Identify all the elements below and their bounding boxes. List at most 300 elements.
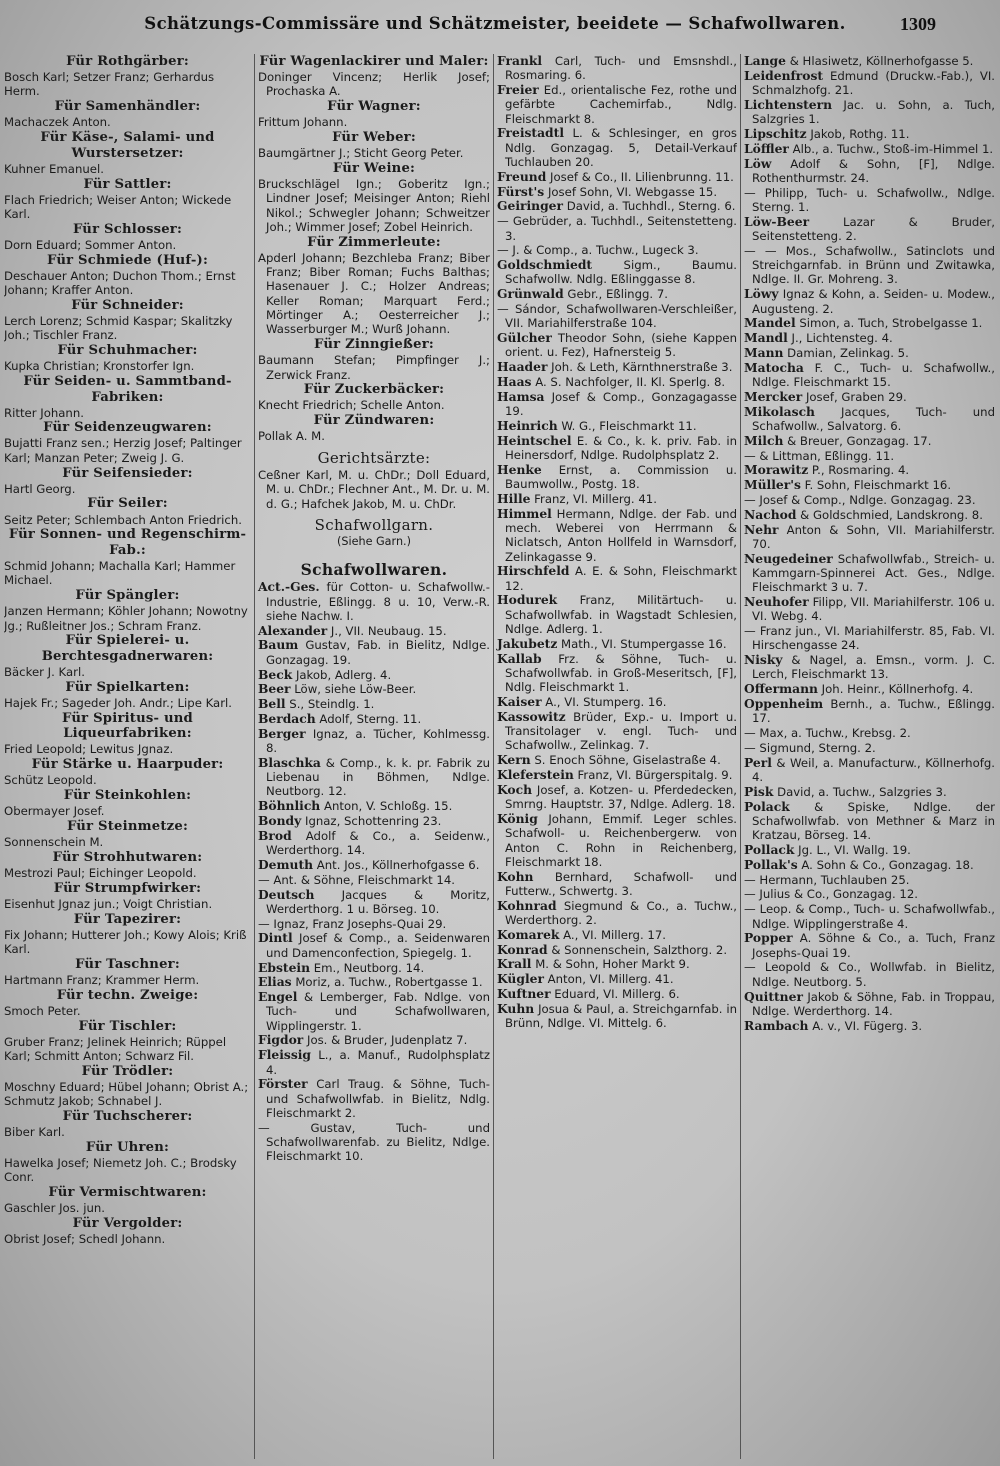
directory-entry (258, 177, 490, 234)
category-heading: Für Wagner: (327, 99, 421, 115)
entry-text: & Goldschmied, Landskrong. 8. (796, 507, 983, 522)
entry-text: Doninger Vincenz; Herlik Josef; Prochaska A. (258, 70, 490, 99)
entry-name: Freund (497, 168, 547, 184)
entry-text: Eisenhut Jgnaz jun.; Voigt Christian. (4, 896, 213, 911)
directory-entry (744, 624, 995, 653)
entry-text: Seitz Peter; Schlembach Anton Friedrich. (4, 512, 242, 527)
entry-name: Löwy (744, 286, 779, 302)
directory-entry (497, 637, 737, 651)
entry-text: Josef & Comp., a. Seidenwaren und Damenconfection, Spiegelg. 1. (266, 931, 490, 960)
category-heading: Für Seidenzeugwaren: (43, 420, 212, 436)
entry-text: Adolf & Co., a. Seidenw., Werderthorg. 14. (266, 828, 490, 858)
entry-text: Bujatti Franz sen.; Herzig Josef; Paltinger Karl; Manzan Peter; Zweig J. G. (4, 436, 242, 465)
entry-text: Dorn Eduard; Sommer Anton. (4, 237, 177, 252)
entry-text: — Philipp, Tuch- u. Schafwollw., Ndlge. Sterng. 1. (744, 185, 995, 214)
entry-text: Ignaz & Kohn, a. Seiden- u. Modew., Augusteng. 2. (752, 287, 995, 316)
entry-text: Ceßner Karl, M. u. ChDr.; Doll Eduard, M. u. ChDr.; Flechner Ant., M. Dr. u. M. d. G.; Hafchek Jakob, M. u. ChDr. (258, 468, 490, 511)
directory-entry (744, 463, 995, 477)
entry-text: Jac. u. Sohn, a. Tuch, Salzgries 1. (752, 97, 995, 127)
directory-entry (4, 238, 251, 252)
entry-text: — — Mos., Schafwollw., Satinclots und Streichgarnfab. in Brünn und Zwitawka, Ndlge. II. Gr. Mohreng. 3. (744, 243, 995, 287)
directory-entry (4, 1201, 251, 1215)
entry-text: Ant. Jos., Köllnerhofgasse 6. (313, 857, 480, 872)
directory-entry (4, 1004, 251, 1018)
directory-entry (497, 287, 737, 301)
category-heading: Für Schuhmacher: (57, 343, 198, 359)
directory-entry (258, 756, 490, 799)
section-note: (Siehe Garn.) (337, 535, 411, 549)
section-heading: Schafwollwaren. (300, 559, 448, 579)
entry-name: Jakubetz (497, 635, 558, 651)
directory-entry (497, 54, 737, 83)
entry-name: Henke (497, 461, 542, 477)
category-heading: Für Sonnen- und Regenschirm-Fab.: (8, 527, 247, 558)
entry-text: Franz, Militärtuch- u. Schafwollwfab. in Wagstadt Schlesien, Ndlge. Adlerg. 1. (505, 593, 737, 637)
entry-text: Anton & Sohn, VII. Mariahilferstr. 70. (752, 522, 995, 551)
directory-entry (258, 975, 490, 989)
directory-entry (497, 83, 737, 126)
column-2 (254, 54, 490, 1459)
entry-text: — & Littman, Eßlingg. 11. (744, 448, 895, 463)
directory-entry (497, 987, 737, 1001)
entry-text: Hartl Georg. (4, 481, 76, 496)
entry-text: Gruber Franz; Jelinek Heinrich; Rüppel Karl; Schmitt Anton; Schwarz Fil. (4, 1034, 227, 1063)
section-heading: Schafwollgarn. (314, 515, 434, 534)
entry-text: Damian, Zelinkag. 5. (783, 345, 909, 360)
directory-entry (258, 580, 490, 623)
directory-entry (497, 753, 737, 767)
entry-text: A. v., VI. Fügerg. 3. (808, 1018, 923, 1033)
directory-entry (744, 405, 995, 434)
entry-text: Schmid Johann; Machalla Karl; Hammer Michael. (4, 559, 236, 588)
entry-name: Figdor (258, 1032, 304, 1048)
directory-entry (744, 756, 995, 785)
entry-text: Lazar & Bruder, Seitenstetteng. 2. (752, 214, 995, 244)
directory-entry (744, 873, 995, 887)
entry-text: — Sándor, Schafwollwaren-Verschleißer, VII. Mariahilferstraße 104. (497, 302, 737, 331)
directory-entry (744, 902, 995, 931)
directory-entry (258, 668, 490, 682)
column-1 (4, 54, 251, 1459)
entry-text: — Ignaz, Franz Josephs-Quai 29. (258, 916, 447, 931)
directory-entry (744, 552, 995, 595)
entry-text: Pollak A. M. (258, 429, 325, 444)
entry-text: S. Enoch Söhne, Giselastraße 4. (530, 753, 721, 768)
directory-entry (4, 162, 251, 176)
entry-text: Gustav, Fab. in Bielitz, Ndlge. Gonzagag. 19. (266, 638, 490, 667)
category-heading: Für Sattler: (83, 176, 172, 192)
directory-entry (258, 917, 490, 931)
directory-entry (4, 665, 251, 679)
category-heading: Für Taschner: (75, 956, 180, 972)
entry-text: M. & Sohn, Hoher Markt 9. (531, 957, 690, 972)
entry-text: — Gebrüder, a. Tuchhdl., Seitenstetteng. 3. (497, 214, 737, 243)
entry-name: Deutsch (258, 886, 315, 902)
directory-entry (4, 314, 251, 343)
directory-entry (744, 449, 995, 463)
entry-name: Mercker (744, 388, 803, 404)
directory-entry (744, 493, 995, 507)
entry-text: Brüder, Exp.- u. Import u. Transitolager v. engl. Tuch- und Schafwollw., Zelinkag. 7. (505, 709, 737, 753)
directory-entry (258, 251, 490, 337)
category-heading: Für Weber: (332, 130, 416, 146)
entry-text: Frz. & Söhne, Tuch- u. Schafwollwfab. in Groß-Meseritsch, [F], Ndlg. Fleischmarkt 1. (505, 651, 737, 695)
entry-text: A., VI. Millerg. 17. (559, 927, 666, 942)
category-heading: Für Seifensieder: (62, 465, 193, 481)
directory-entry (497, 185, 737, 199)
directory-entry (744, 887, 995, 901)
entry-name: Löffler (744, 140, 789, 156)
entry-text: Fix Johann; Hutterer Joh.; Kowy Alois; Kriß Karl. (4, 927, 247, 957)
entry-text: Obermayer Josef. (4, 804, 105, 819)
directory-entry (744, 127, 995, 141)
entry-name: Hamsa (497, 388, 545, 404)
entry-name: Neugedeiner (744, 550, 833, 566)
directory-entry (744, 142, 995, 156)
directory-entry (497, 375, 737, 389)
entry-text: David, a. Tuchhdl., Sterng. 6. (563, 199, 736, 214)
entry-text: Simon, a. Tuch, Strobelgasse 1. (795, 316, 983, 331)
directory-entry (4, 696, 251, 710)
directory-entry (744, 785, 995, 799)
directory-entry (744, 595, 995, 624)
entry-name: Fleissig (258, 1047, 312, 1063)
entry-name: Rambach (744, 1017, 809, 1033)
directory-entry (258, 888, 490, 917)
directory-entry (258, 829, 490, 858)
entry-name: Himmel (497, 505, 552, 521)
directory-entry (4, 269, 251, 298)
directory-entry (258, 814, 490, 828)
entry-text: Schafwollwfab., Streich- u. Kammgarn-Spinnerei Act. Ges., Ndlge. Fleischmarkt 3 u. 7. (752, 551, 995, 595)
entry-name: Freistadtl (497, 125, 565, 141)
entry-name: Goldschmiedt (497, 257, 593, 273)
directory-entry (497, 652, 737, 695)
category-heading: Für Zinngießer: (314, 337, 434, 353)
entry-name: Pisk (744, 783, 774, 799)
directory-entry (497, 943, 737, 957)
entry-text: Bernh., a. Tuchw., Eßlingg. 17. (752, 697, 995, 726)
entry-name: Beer (258, 681, 291, 697)
directory-entry (497, 812, 737, 869)
entry-text: — Sigmund, Sterng. 2. (744, 740, 876, 755)
entry-text: F. C., Tuch- u. Schafwollw., Ndlge. Fleischmarkt 15. (752, 360, 995, 390)
entry-name: Kallab (497, 650, 542, 666)
category-heading: Für Tuchscherer: (62, 1108, 193, 1124)
entry-name: Mikolasch (744, 403, 815, 419)
directory-entry (258, 353, 490, 382)
directory-entry (497, 899, 737, 928)
directory-entry (497, 695, 737, 709)
entry-name: Förster (258, 1076, 308, 1092)
directory-entry (258, 873, 490, 887)
directory-entry (497, 492, 737, 506)
directory-entry (258, 429, 490, 443)
directory-entry (744, 157, 995, 186)
directory-entry (744, 316, 995, 330)
directory-entry (4, 559, 251, 588)
entry-text: Jos. & Bruder, Judenplatz 7. (303, 1033, 468, 1048)
column-3 (493, 54, 737, 1459)
entry-text: & Nagel, a. Emsn., vorm. J. C. Lerch, Fleischmarkt 13. (752, 653, 995, 682)
directory-entry (497, 593, 737, 636)
directory-entry (258, 931, 490, 960)
entry-text: P., Rosmaring. 4. (808, 463, 910, 478)
category-heading: Für Schmiede (Huf-): (46, 252, 209, 268)
directory-entry (497, 768, 737, 782)
entry-name: Nisky (744, 652, 783, 668)
directory-entry (497, 302, 737, 331)
entry-name: Act.-Ges. (258, 579, 320, 595)
entry-text: A. Söhne & Co., a. Tuch, Franz Josephs-Quai 19. (752, 931, 995, 960)
category-heading: Für Zimmerleute: (307, 234, 441, 250)
entry-name: Nachod (744, 506, 797, 522)
directory-entry (497, 214, 737, 243)
entry-text: Gebr., Eßlingg. 7. (563, 287, 669, 302)
entry-name: Popper (744, 930, 793, 946)
entry-text: Carl, Tuch- und Emsnshdl., Rosmaring. 6. (505, 54, 737, 83)
directory-entry (497, 463, 737, 492)
directory-entry (258, 70, 490, 99)
entry-text: A. S. Nachfolger, II. Kl. Sperlg. 8. (531, 375, 726, 390)
entry-name: Hodurek (497, 592, 558, 608)
directory-entry (497, 564, 737, 593)
directory-entry (744, 697, 995, 726)
directory-entry (4, 897, 251, 911)
entry-name: Elias (258, 974, 292, 990)
directory-entry (497, 507, 737, 564)
entry-name: Gülcher (497, 330, 552, 346)
entry-text: Edmund (Druckw.-Fab.), VI. Schmalzhofg. 21. (752, 68, 995, 98)
directory-entry (744, 478, 995, 492)
column-4 (740, 54, 995, 1459)
category-heading: Für Seiden- u. Sammtband-Fabriken: (23, 373, 232, 405)
directory-entry (744, 800, 995, 843)
entry-text: Josef, a. Kotzen- u. Pferdedecken, Smrng. Hauptstr. 37, Ndlge. Adlerg. 18. (505, 782, 737, 812)
entry-text: Knecht Friedrich; Schelle Anton. (258, 398, 445, 413)
directory-entry (258, 1077, 490, 1120)
directory-entry (4, 835, 251, 849)
entry-text: Jakob, Adlerg. 4. (292, 667, 392, 682)
directory-entry (497, 258, 737, 287)
entry-name: Alexander (258, 622, 328, 638)
entry-text: & Lemberger, Fab. Ndlge. von Tuch- und Schafwollwaren, Wipplingerstr. 1. (266, 990, 490, 1033)
entry-text: Sonnenschein M. (4, 835, 104, 850)
directory-entry (258, 398, 490, 412)
entry-name: Pollack (744, 842, 795, 858)
directory-entry (497, 390, 737, 419)
directory-entry (4, 1035, 251, 1064)
entry-text: Gaschler Jos. jun. (4, 1201, 105, 1216)
directory-entry (4, 1125, 251, 1139)
entry-text: Ed., orientalische Fez, rothe und gefärbte Cachemirfab., Ndlg. Fleischmarkt 8. (505, 83, 737, 126)
entry-name: Kohnrad (497, 897, 557, 913)
category-heading: Für Strohhutwaren: (52, 849, 203, 865)
category-heading: Für Steinmetze: (66, 818, 189, 834)
entry-text: Obrist Josef; Schedl Johann. (4, 1232, 166, 1247)
entry-text: Jacques, Tuch- und Schafwollw., Salvatorg. 6. (752, 404, 995, 433)
directory-entry (497, 126, 737, 169)
category-heading: Für Tischler: (78, 1018, 177, 1034)
directory-entry (4, 359, 251, 373)
directory-entry (258, 697, 490, 711)
entry-text: Smoch Peter. (4, 1003, 81, 1018)
category-heading: Für Zündwaren: (313, 413, 435, 429)
entry-text: Theodor Sohn, (siehe Kappen orient. u. Fez), Hafnersteig 5. (505, 331, 737, 360)
directory-entry (497, 972, 737, 986)
entry-text: Machaczek Anton. (4, 115, 111, 130)
entry-name: Bondy (258, 813, 302, 829)
entry-name: Mann (744, 344, 784, 360)
entry-text: Ritter Johann. (4, 405, 84, 420)
entry-name: Konrad (497, 941, 548, 957)
category-heading: Für Seiler: (87, 496, 168, 512)
entry-text: Baumann Stefan; Pimpfinger J.; Zerwick Franz. (258, 353, 490, 382)
directory-entry (744, 186, 995, 215)
entry-name: Kern (497, 752, 531, 768)
directory-entry (497, 170, 737, 184)
category-heading: Für Samenhändler: (54, 99, 201, 115)
entry-text: Sigm., Baumu. Schafwollw. Ndlg. Eßlinggasse 8. (505, 258, 737, 287)
columns (4, 54, 994, 1459)
directory-entry (4, 193, 251, 222)
entry-text: Kuhner Emanuel. (4, 161, 104, 176)
entry-text: & Breuer, Gonzagag. 17. (783, 433, 932, 448)
directory-entry (258, 682, 490, 696)
entry-text: — Max, a. Tuchw., Krebsg. 2. (744, 726, 911, 741)
entry-text: — J. & Comp., a. Tuchw., Lugeck 3. (497, 243, 699, 258)
entry-text: J., VII. Neubaug. 15. (327, 623, 447, 638)
category-heading: Für Spängler: (75, 588, 180, 604)
directory-entry (258, 624, 490, 638)
entry-text: & Spiske, Ndlge. der Schafwollwfab. von Methner & Marz in Kratzau, Börseg. 14. (752, 799, 995, 843)
entry-text: A., VI. Stumperg. 16. (541, 695, 667, 710)
directory-entry (744, 653, 995, 682)
entry-text: Joh. & Leth, Kärnthnerstraße 3. (547, 360, 733, 375)
directory-entry (744, 98, 995, 127)
entry-text: W. G., Fleischmarkt 11. (557, 418, 697, 433)
category-heading: Für Vermischtwaren: (48, 1185, 207, 1201)
directory-entry (744, 523, 995, 552)
entry-text: Franz, VI. Bürgerspitalg. 9. (573, 768, 733, 783)
category-heading: Für Zuckerbäcker: (303, 382, 445, 398)
entry-name: König (497, 810, 538, 826)
directory-entry (4, 1232, 251, 1246)
entry-name: Koch (497, 781, 533, 797)
entry-name: Heinrich (497, 417, 558, 433)
directory-entry (4, 973, 251, 987)
entry-name: Dintl (258, 930, 293, 946)
entry-name: Löw (744, 155, 772, 171)
entry-text: Baumgärtner J.; Sticht Georg Peter. (258, 146, 464, 161)
entry-name: Krall (497, 956, 532, 972)
entry-name: Böhnlich (258, 798, 321, 814)
entry-text: Bosch Karl; Setzer Franz; Gerhardus Herm. (4, 70, 215, 99)
directory-entry (744, 960, 995, 989)
directory-entry (4, 1080, 251, 1109)
directory-entry (4, 804, 251, 818)
directory-entry (744, 726, 995, 740)
entry-text: Jg. L., VI. Wallg. 19. (794, 843, 911, 858)
entry-text: David, a. Tuchw., Salzgries 3. (773, 784, 947, 799)
entry-text: E. & Co., k. k. priv. Fab. in Heinersdorf, Ndlge. Rudolphsplatz 2. (505, 433, 737, 463)
directory-entry (744, 287, 995, 316)
directory-entry (4, 436, 251, 465)
entry-name: Müller's (744, 477, 801, 493)
entry-name: Polack (744, 798, 790, 814)
directory-entry (4, 742, 251, 756)
entry-name: Lipschitz (744, 125, 807, 141)
entry-name: Grünwald (497, 286, 564, 302)
entry-text: Johann, Emmif. Leger schles. Schafwoll- u. Reichenbergerw. von Anton C. Rohn in Reichenberg, Fleischmarkt 18. (505, 811, 737, 869)
entry-text: A. E. & Sohn, Fleischmarkt 12. (505, 564, 737, 593)
entry-text: Filipp, VII. Mariahilferstr. 106 u. VI. Webg. 4. (752, 594, 995, 624)
entry-name: Frankl (497, 54, 543, 68)
category-heading: Für Steinkohlen: (63, 788, 192, 804)
directory-entry (4, 513, 251, 527)
category-heading: Für Rothgärber: (66, 54, 189, 69)
directory-entry (4, 928, 251, 957)
entry-name: Ebstein (258, 959, 311, 975)
category-heading: Für Käse-, Salami- und Wurstersetzer: (40, 130, 215, 161)
directory-entry (744, 741, 995, 755)
entry-name: Haas (497, 374, 532, 390)
directory-entry (744, 54, 995, 68)
directory-entry (744, 858, 995, 872)
directory-entry (258, 638, 490, 667)
directory-entry (258, 1121, 490, 1164)
entry-name: Komarek (497, 926, 560, 942)
entry-text: Anton, V. Schloßg. 15. (320, 799, 453, 814)
entry-text: Bernhard, Schafwoll- und Futterw., Schwertg. 3. (505, 869, 737, 898)
entry-text: Hartmann Franz; Krammer Herm. (4, 972, 200, 987)
entry-name: Pollak's (744, 856, 798, 872)
entry-text: Hawelka Josef; Niemetz Joh. C.; Brodsky Conr. (4, 1155, 237, 1185)
entry-text: Josef, Graben 29. (802, 389, 907, 404)
entry-name: Brod (258, 827, 292, 843)
directory-entry (4, 482, 251, 496)
category-heading: Für Tapezirer: (73, 911, 182, 927)
entry-text: Em., Neutborg. 14. (310, 960, 425, 975)
entry-name: Kassowitz (497, 708, 566, 724)
directory-entry (258, 115, 490, 129)
entry-text: Janzen Hermann; Köhler Johann; Nowotny Jg.; Rußleitner Jos.; Schram Franz. (4, 604, 248, 633)
directory-entry (744, 346, 995, 360)
entry-text: — Julius & Co., Gonzagag. 12. (744, 887, 918, 902)
category-heading: Für techn. Zweige: (56, 987, 199, 1003)
entry-name: Engel (258, 989, 298, 1005)
entry-name: Lichtenstern (744, 96, 833, 112)
entry-text: — Leopold & Co., Wollwfab. in Bielitz, Ndlge. Neutborg. 5. (744, 960, 995, 989)
page-number: 1309 (900, 14, 936, 34)
directory-entry (258, 858, 490, 872)
entry-name: Nehr (744, 521, 779, 537)
directory-entry (258, 468, 490, 511)
entry-name: Baum (258, 637, 299, 653)
entry-text: Alb., a. Tuchw., Stoß-im-Himmel 1. (788, 141, 994, 156)
entry-text: Mestrozi Paul; Eichinger Leopold. (4, 865, 197, 880)
entry-text: Moriz, a. Tuchw., Robertgasse 1. (291, 975, 483, 990)
entry-text: Anton, VI. Millerg. 41. (543, 972, 674, 987)
entry-name: Kaiser (497, 694, 542, 710)
entry-text: Franz, VI. Millerg. 41. (530, 491, 657, 506)
entry-name: Mandel (744, 315, 796, 331)
directory-entry (744, 390, 995, 404)
directory-entry (497, 957, 737, 971)
category-heading: Für Uhren: (85, 1139, 170, 1155)
entry-text: J., Lichtensteg. 4. (787, 331, 893, 346)
directory-entry (4, 773, 251, 787)
